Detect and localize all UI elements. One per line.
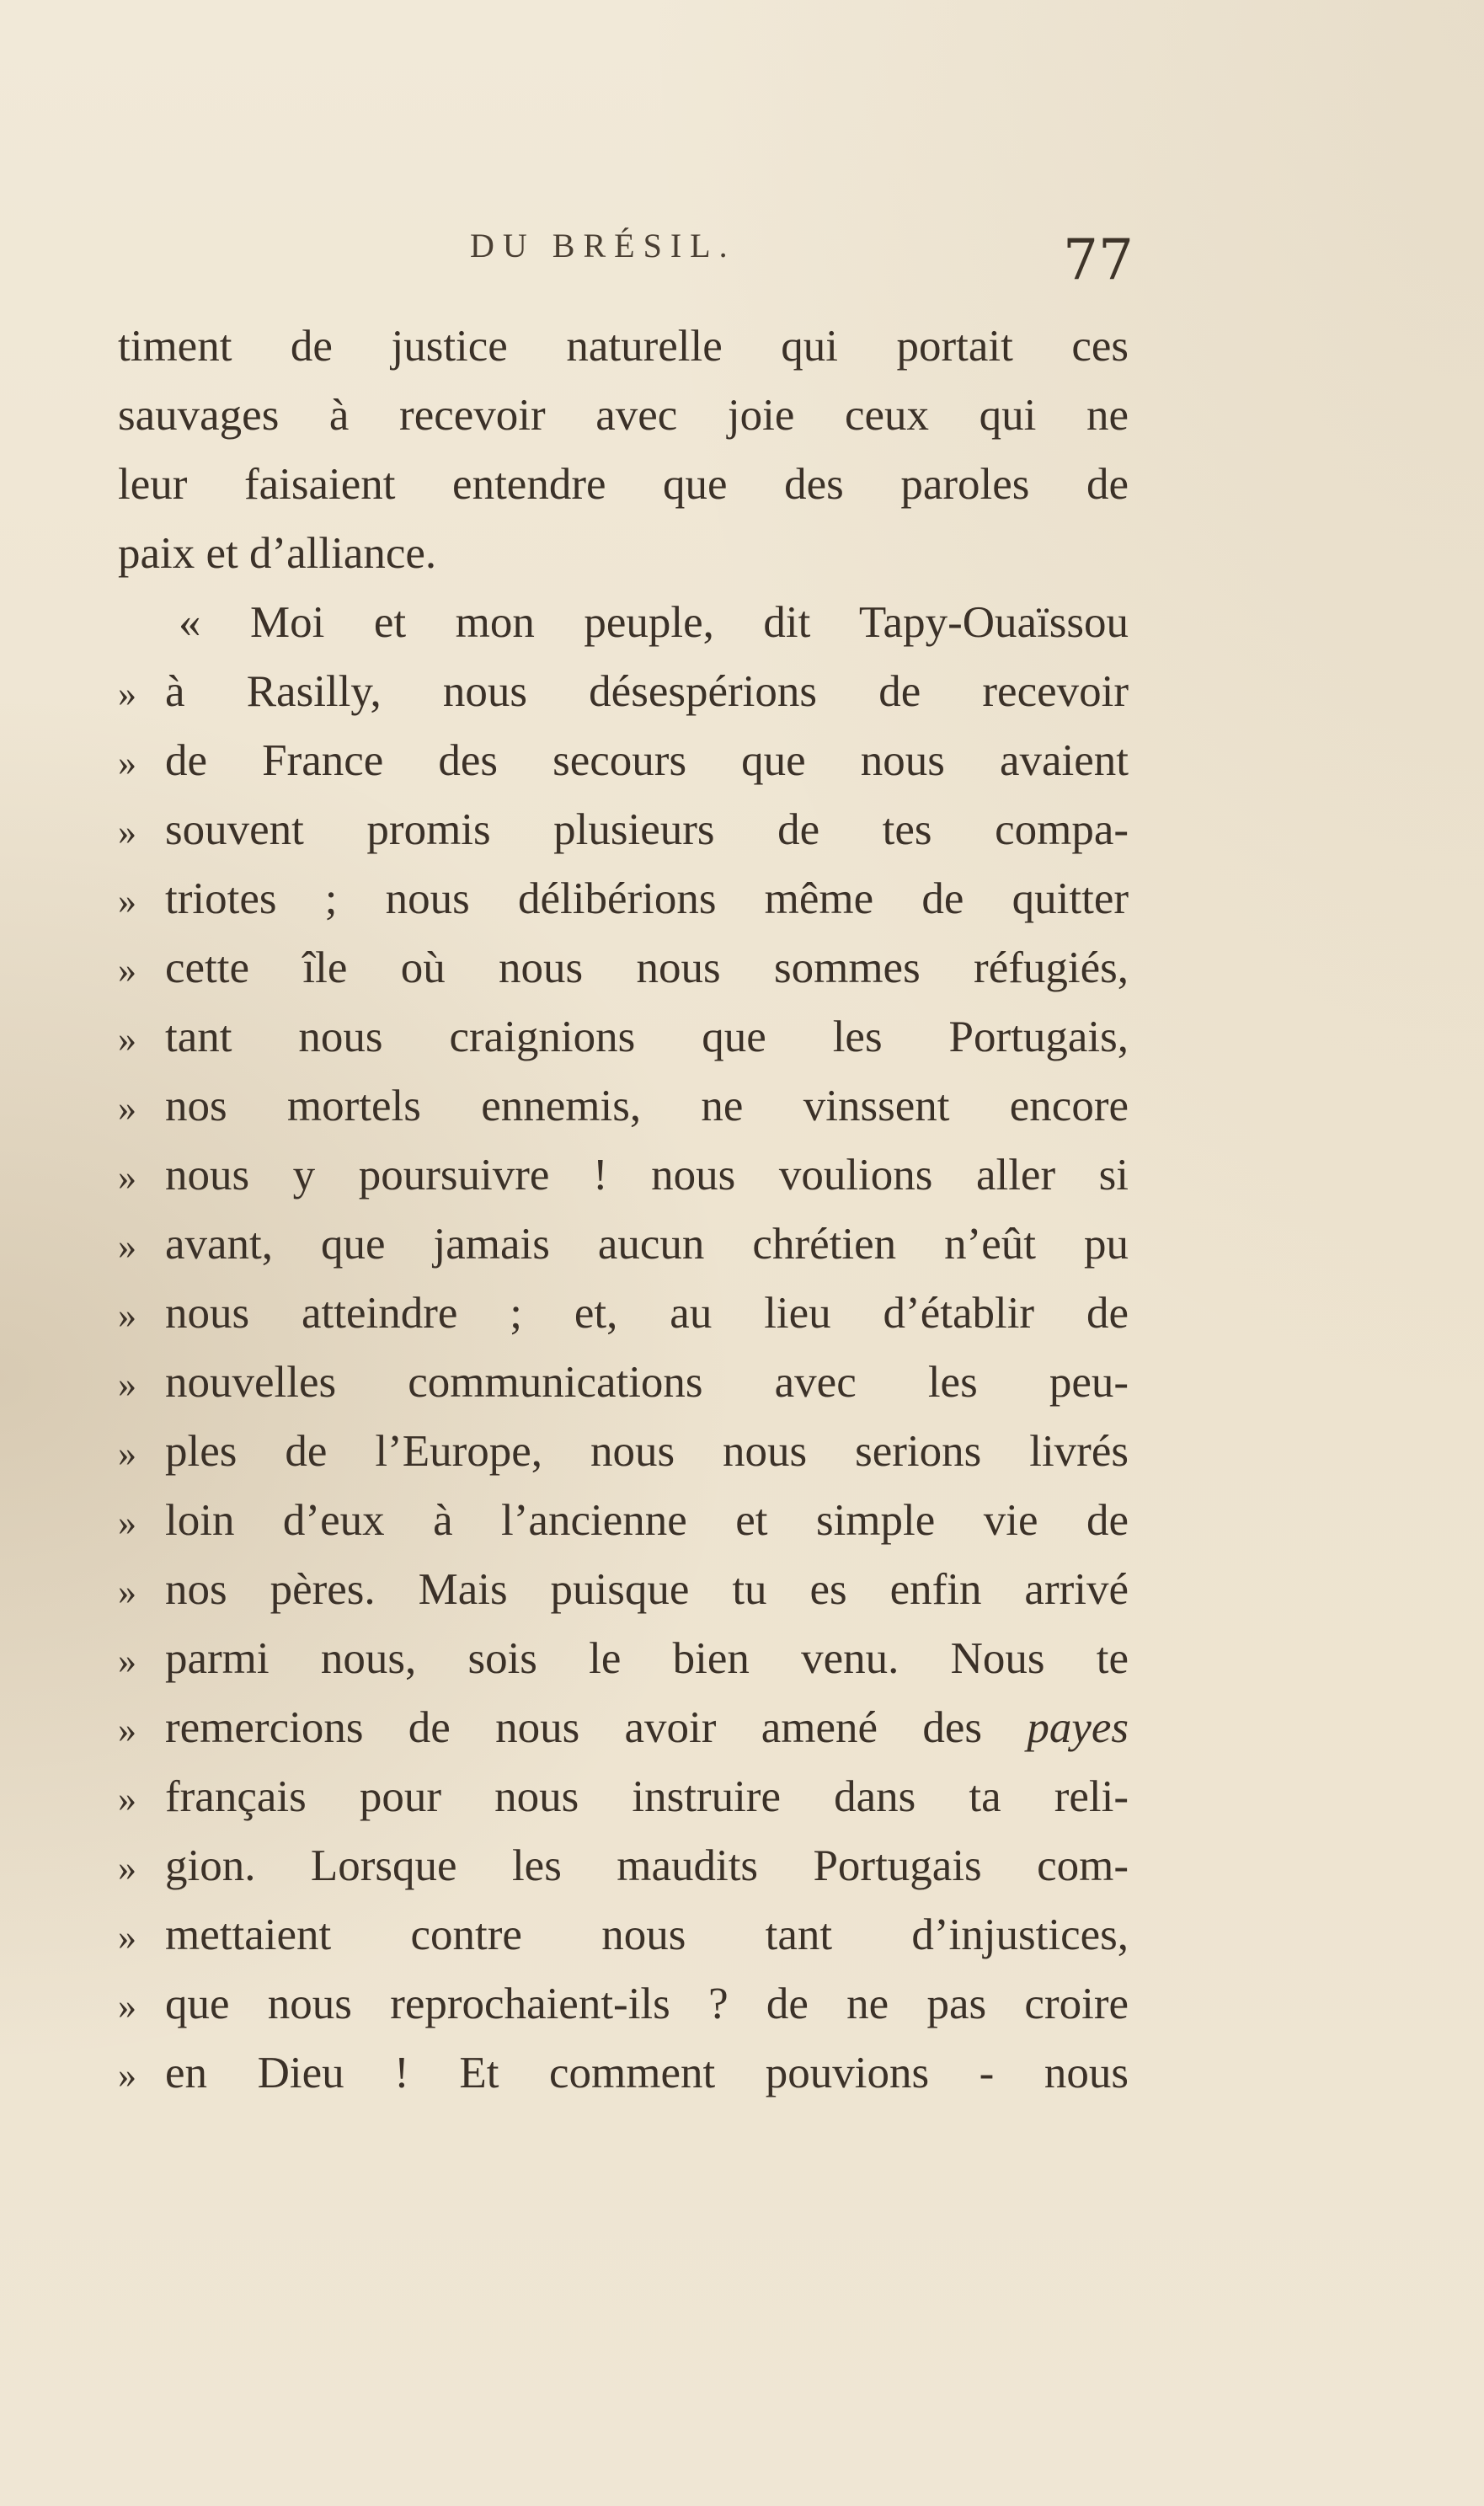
quoted-line [118, 2038, 1129, 2108]
paragraph-opening-line: « Moi et mon peuple, dit Tapy-Ouaïssou [179, 598, 1129, 647]
quote-mark: » [118, 1778, 136, 1819]
quote-mark: » [118, 949, 136, 991]
quoted-line [118, 1279, 1129, 1348]
quoted-line [118, 1071, 1129, 1141]
quoted-line [118, 726, 1129, 795]
quoted-line [118, 795, 1129, 864]
quoted-line [118, 1002, 1129, 1071]
quote-mark: » [118, 1916, 136, 1958]
quoted-line-text: cette île où nous nous sommes réfugiés, [165, 943, 1129, 992]
quoted-line [118, 933, 1129, 1002]
quoted-line-text: nous y poursuivre ! nous voulions aller si [165, 1151, 1129, 1200]
quoted-line [118, 1486, 1129, 1555]
quoted-line-text: en Dieu ! Et comment pouvions - nous [165, 2049, 1129, 2097]
text-line: paix et d’alliance. [118, 529, 437, 578]
quoted-line-text-roman: remercions de nous avoir amené des [165, 1703, 982, 1752]
quoted-line-text: nouvelles communications avec les peu- [165, 1358, 1129, 1407]
quoted-line [118, 1624, 1129, 1693]
quoted-line-text: tant nous craignions que les Portugais, [165, 1013, 1129, 1061]
quote-mark: » [118, 2054, 136, 2096]
quote-mark: » [118, 880, 136, 922]
quote-mark: » [118, 1709, 136, 1750]
quote-mark: » [118, 1433, 136, 1474]
quote-mark: » [118, 1295, 136, 1336]
quoted-line-text: souvent promis plusieurs de tes compa- [165, 805, 1129, 854]
text-line: leur faisaient entendre que des paroles de [118, 460, 1129, 509]
quoted-line [118, 1693, 1129, 1762]
quoted-line-text: de France des secours que nous avaient [165, 736, 1129, 785]
quote-mark: » [118, 1157, 136, 1198]
quote-mark: » [118, 673, 136, 714]
quoted-line [118, 1900, 1129, 1969]
quoted-line [118, 864, 1129, 933]
quote-mark: » [118, 1226, 136, 1267]
quoted-line-text: nous atteindre ; et, au lieu d’établir de [165, 1289, 1129, 1338]
text-line: timent de justice naturelle qui portait ces [118, 322, 1129, 371]
quoted-line [118, 1831, 1129, 1900]
page-number: 77 [1063, 227, 1134, 292]
quoted-line-text: parmi nous, sois le bien venu. Nous te [165, 1634, 1129, 1683]
quoted-line-text: français pour nous instruire dans ta reli- [165, 1772, 1129, 1821]
quote-mark: » [118, 1087, 136, 1129]
quoted-line-text: gion. Lorsque les maudits Portugais com- [165, 1841, 1129, 1890]
quote-mark: » [118, 1018, 136, 1060]
quoted-line-text: avant, que jamais aucun chrétien n’eût pu [165, 1220, 1129, 1269]
quoted-line [118, 1210, 1129, 1279]
quoted-line [118, 657, 1129, 726]
quoted-line [118, 1762, 1129, 1831]
quoted-line-text: que nous reprochaient-ils ? de ne pas croire [165, 1980, 1129, 2028]
quote-mark: » [118, 1847, 136, 1889]
quote-mark: » [118, 1640, 136, 1681]
quote-mark: » [118, 811, 136, 852]
quoted-line [118, 1555, 1129, 1624]
text-line: sauvages à recevoir avec joie ceux qui ne [118, 391, 1129, 440]
quoted-line-text: triotes ; nous délibérions même de quitter [165, 874, 1129, 923]
body-text [118, 312, 1129, 2108]
italic-word: payes [1027, 1703, 1129, 1752]
quote-mark: » [118, 742, 136, 783]
quoted-line-text [165, 1693, 1129, 1762]
quote-mark: » [118, 1502, 136, 1543]
quote-mark: » [118, 1985, 136, 2027]
quoted-line-text: nos pères. Mais puisque tu es enfin arrivé [165, 1565, 1129, 1614]
quoted-line [118, 1969, 1129, 2038]
quoted-line-text: à Rasilly, nous désespérions de recevoir [165, 667, 1129, 716]
quoted-line-text: ples de l’Europe, nous nous serions livrés [165, 1427, 1129, 1476]
quoted-line-text: mettaient contre nous tant d’injustices, [165, 1910, 1129, 1959]
quoted-line [118, 1348, 1129, 1417]
quoted-line [118, 1417, 1129, 1486]
running-head: DU BRÉSIL. [470, 227, 736, 264]
quoted-line [118, 1141, 1129, 1210]
quote-mark: » [118, 1571, 136, 1612]
quoted-line-text: nos mortels ennemis, ne vinssent encore [165, 1082, 1129, 1130]
quote-mark: » [118, 1364, 136, 1405]
quoted-line-text: loin d’eux à l’ancienne et simple vie de [165, 1496, 1129, 1545]
